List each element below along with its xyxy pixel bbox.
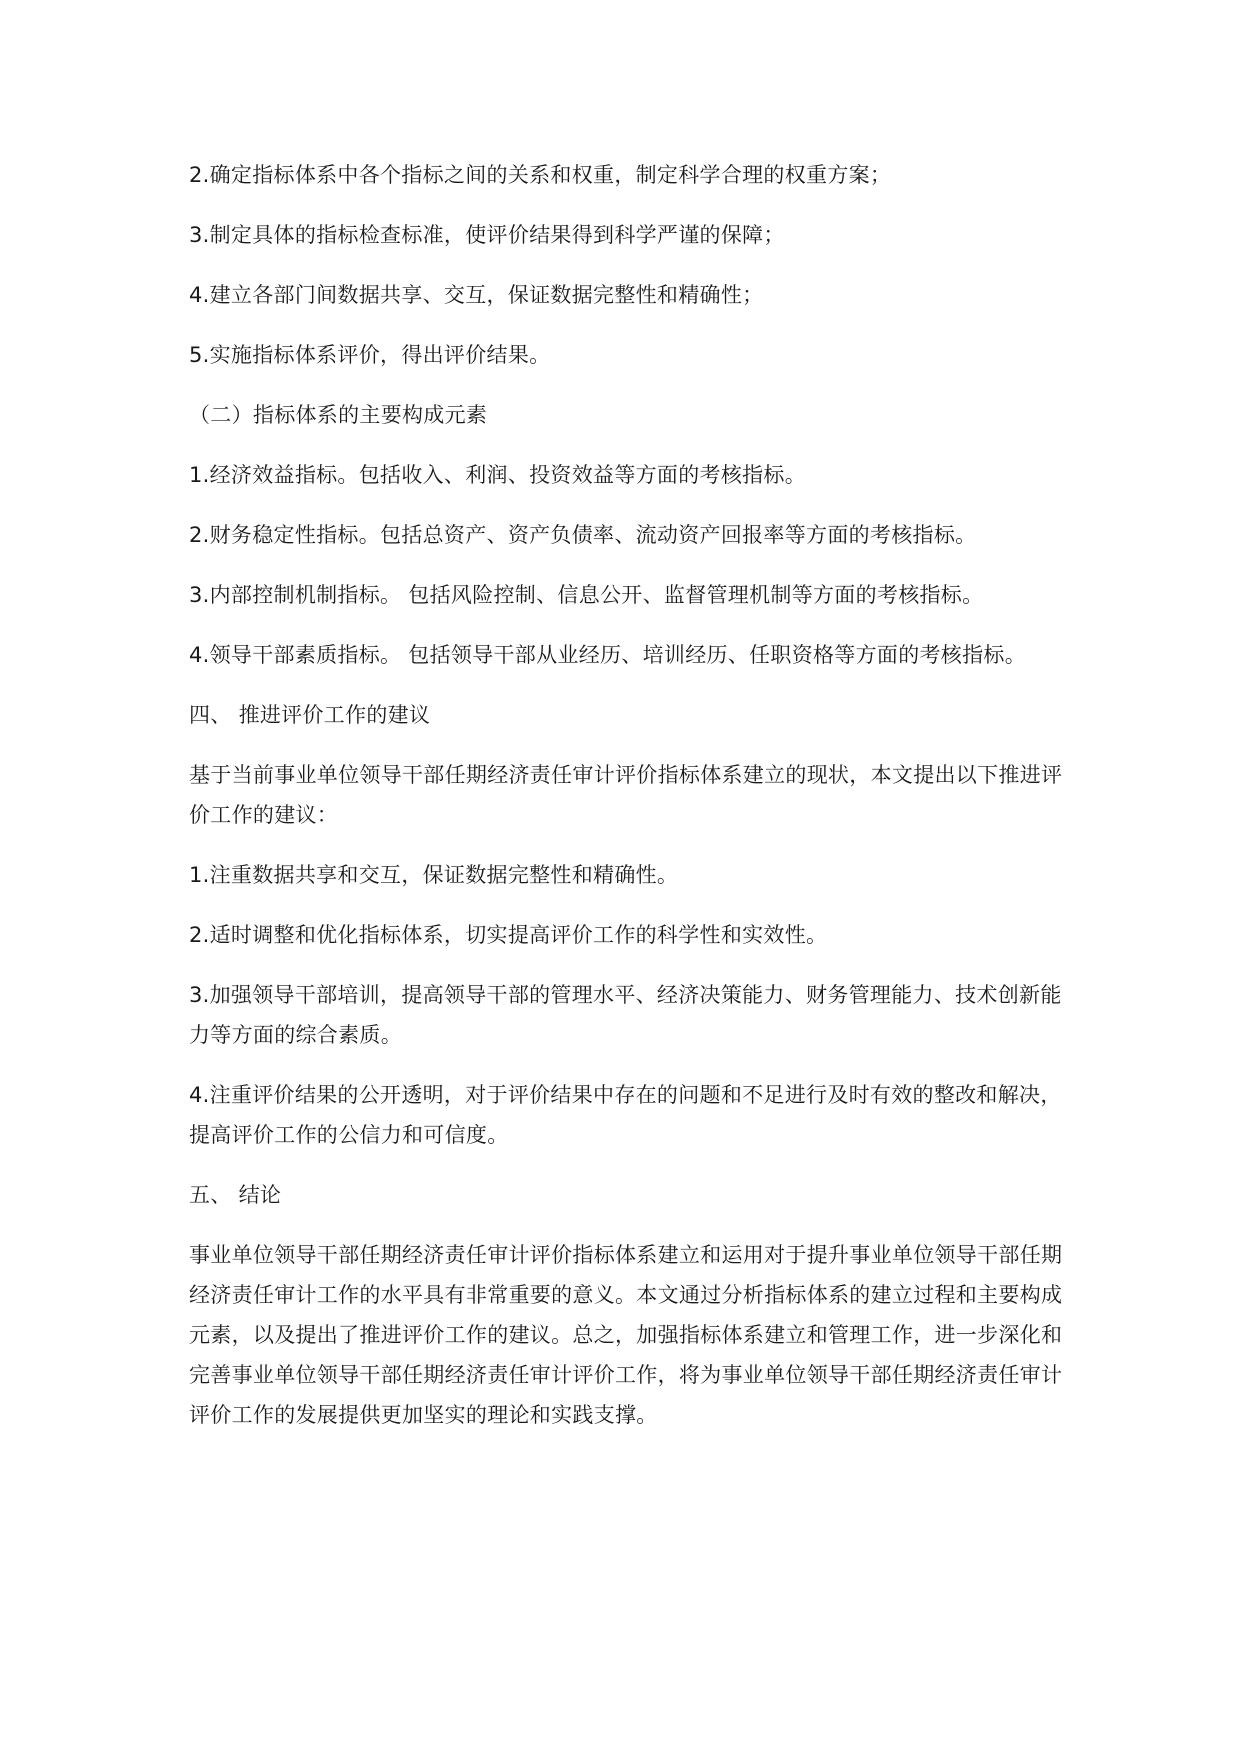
section-heading-conclusion: 五、 结论: [189, 1183, 282, 1207]
list-item-data-sharing: 4.建立各部门间数据共享、交互，保证数据完整性和精确性；: [189, 283, 764, 307]
list-item-suggestion-transparency: 4.注重评价结果的公开透明，对于评价结果中存在的问题和不足进行及时有效的整改和解决，提高评价工作的公信力和可信度。: [189, 1083, 1062, 1147]
list-item-leader-quality: 4.领导干部素质指标。 包括领导干部从业经历、培训经历、任职资格等方面的考核指标。: [189, 643, 1027, 667]
list-item-standards: 3.制定具体的指标检查标准，使评价结果得到科学严谨的保障；: [189, 223, 785, 247]
list-item-suggestion-data: 1.注重数据共享和交互，保证数据完整性和精确性。: [189, 863, 679, 887]
document-body: [189, 155, 1069, 1455]
list-item-internal-control: 3.内部控制机制指标。 包括风险控制、信息公开、监督管理机制等方面的考核指标。: [189, 583, 984, 607]
section-heading-suggestions: 四、 推进评价工作的建议: [189, 703, 431, 727]
list-item-weights: 2.确定指标体系中各个指标之间的关系和权重，制定科学合理的权重方案；: [189, 163, 892, 187]
list-item-implementation: 5.实施指标体系评价，得出评价结果。: [189, 343, 551, 367]
list-item-suggestion-training: 3.加强领导干部培训，提高领导干部的管理水平、经济决策能力、财务管理能力、技术创新能力等方面的综合素质。: [189, 983, 1062, 1047]
section-heading-elements: （二）指标体系的主要构成元素: [189, 403, 488, 427]
paragraph-conclusion: 事业单位领导干部任期经济责任审计评价指标体系建立和运用对于提升事业单位领导干部任期经济责任审计工作的水平具有非常重要的意义。本文通过分析指标体系的建立过程和主要构成元素，以及提出了推进评价工作的建议。总之，加强指标体系建立和管理工作，进一步深化和完善事业单位领导干部任期经济责任审计评价工作，将为事业单位领导干部任期经济责任审计评价工作的发展提供更加坚实的理论和实践支撑。: [189, 1243, 1063, 1427]
paragraph-suggestions-intro: 基于当前事业单位领导干部任期经济责任审计评价指标体系建立的现状，本文提出以下推进评价工作的建议：: [189, 763, 1063, 827]
list-item-financial-stability: 2.财务稳定性指标。包括总资产、资产负债率、流动资产回报率等方面的考核指标。: [189, 523, 977, 547]
list-item-economic-benefit: 1.经济效益指标。包括收入、利润、投资效益等方面的考核指标。: [189, 463, 807, 487]
list-item-suggestion-optimize: 2.适时调整和优化指标体系，切实提高评价工作的科学性和实效性。: [189, 923, 828, 947]
